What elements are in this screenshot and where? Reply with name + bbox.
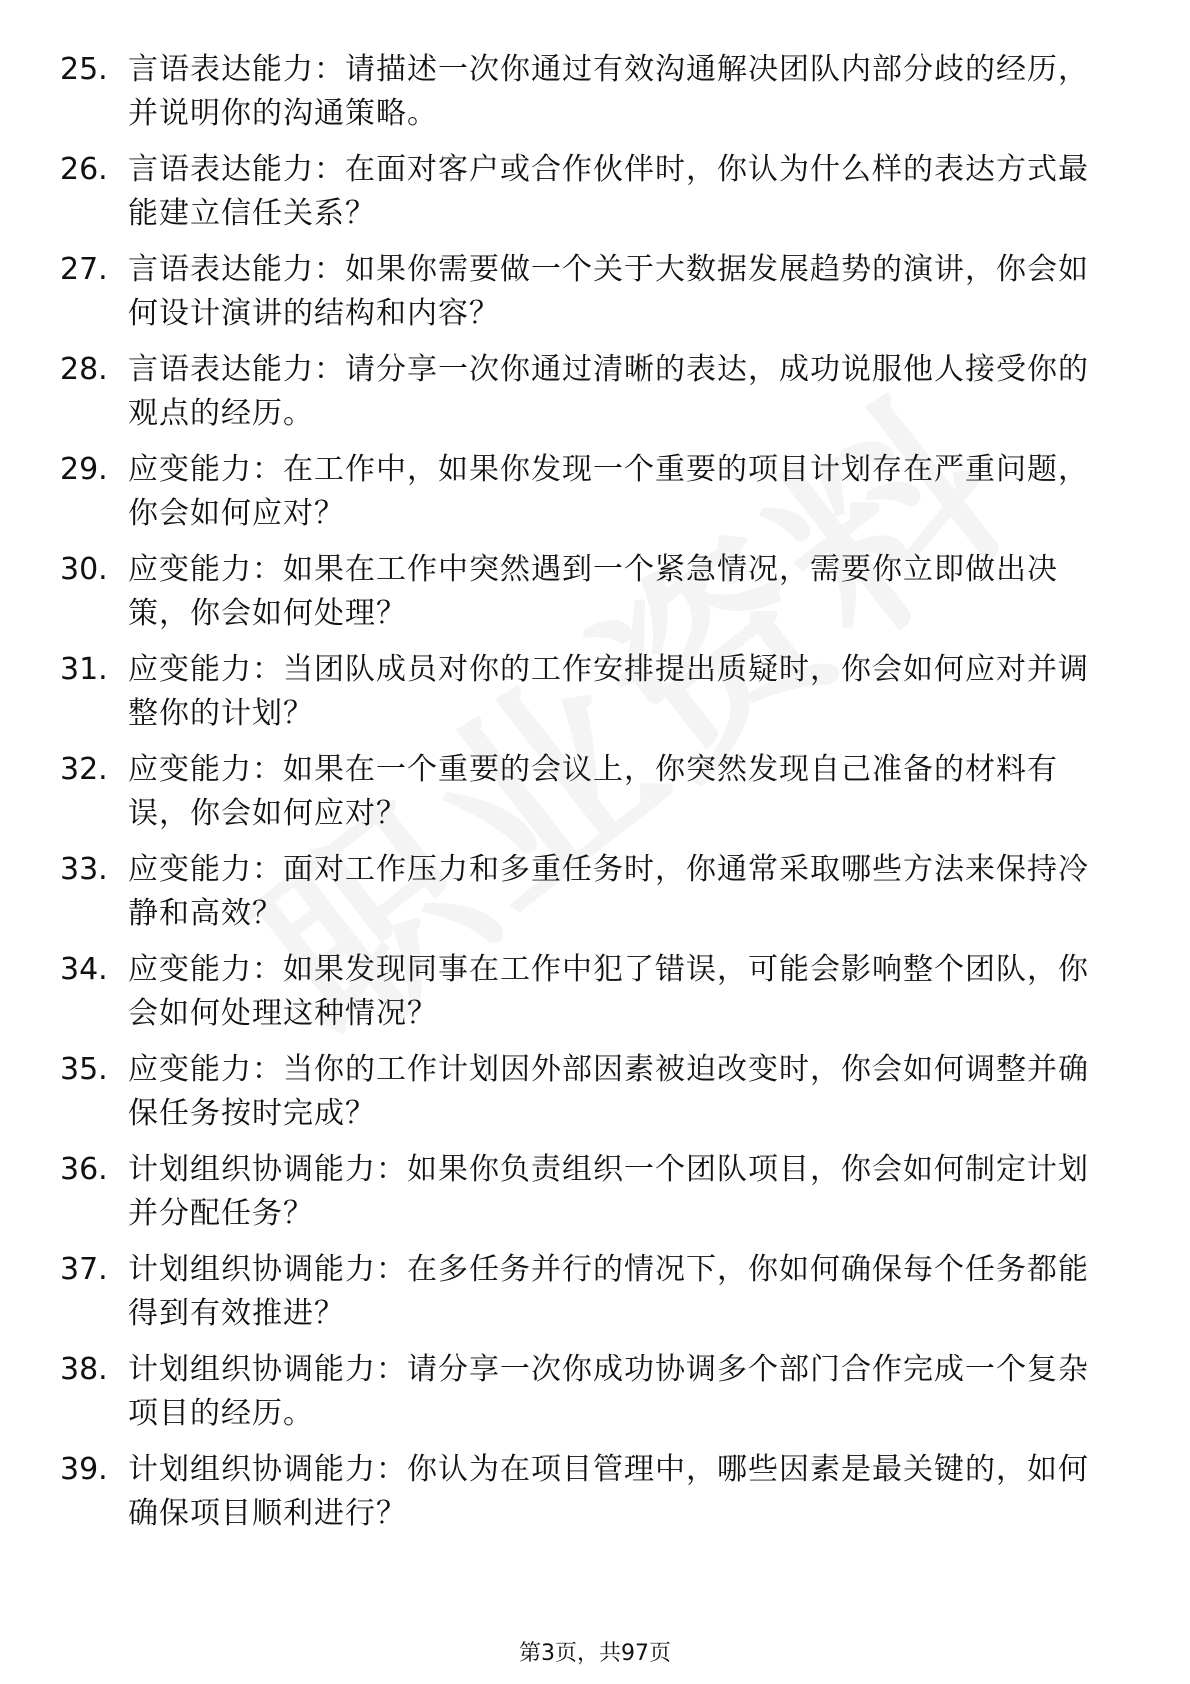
question-number: 31. — [60, 652, 108, 687]
question-item-28 — [60, 348, 1120, 448]
question-text: 应变能力：如果在一个重要的会议上，你突然发现自己准备的材料有误，你会如何应对？ — [128, 752, 1058, 831]
question-text: 应变能力：如果在工作中突然遇到一个紧急情况，需要你立即做出决策，你会如何处理？ — [128, 552, 1058, 631]
question-number: 36. — [60, 1152, 108, 1187]
question-number: 38. — [60, 1352, 108, 1387]
question-number: 37. — [60, 1252, 108, 1287]
question-number: 39. — [60, 1452, 108, 1487]
question-number: 29. — [60, 452, 108, 487]
page-footer — [0, 1636, 1190, 1667]
question-number: 32. — [60, 752, 108, 787]
question-text: 应变能力：当你的工作计划因外部因素被迫改变时，你会如何调整并确保任务按时完成？ — [128, 1052, 1089, 1131]
question-item-31 — [60, 648, 1120, 748]
question-number: 35. — [60, 1052, 108, 1087]
question-text: 言语表达能力：如果你需要做一个关于大数据发展趋势的演讲，你会如何设计演讲的结构和内容？ — [128, 252, 1089, 331]
question-text: 计划组织协调能力：你认为在项目管理中，哪些因素是最关键的，如何确保项目顺利进行？ — [128, 1452, 1089, 1531]
question-number: 28. — [60, 352, 108, 387]
question-item-27 — [60, 248, 1120, 348]
question-item-33 — [60, 848, 1120, 948]
question-item-35 — [60, 1048, 1120, 1148]
question-text: 应变能力：如果发现同事在工作中犯了错误，可能会影响整个团队，你会如何处理这种情况？ — [128, 952, 1089, 1031]
page-number-label: 第3页，共97页 — [519, 1641, 671, 1666]
question-item-37 — [60, 1248, 1120, 1348]
question-number: 30. — [60, 552, 108, 587]
question-number: 27. — [60, 252, 108, 287]
question-text: 计划组织协调能力：如果你负责组织一个团队项目，你会如何制定计划并分配任务？ — [128, 1152, 1089, 1231]
question-item-36 — [60, 1148, 1120, 1248]
question-text: 应变能力：在工作中，如果你发现一个重要的项目计划存在严重问题，你会如何应对？ — [128, 452, 1089, 531]
question-number: 26. — [60, 152, 108, 187]
question-number: 25. — [60, 52, 108, 87]
question-text: 计划组织协调能力：在多任务并行的情况下，你如何确保每个任务都能得到有效推进？ — [128, 1252, 1089, 1331]
question-text: 计划组织协调能力：请分享一次你成功协调多个部门合作完成一个复杂项目的经历。 — [128, 1352, 1089, 1431]
question-number: 34. — [60, 952, 108, 987]
question-item-26 — [60, 148, 1120, 248]
question-item-32 — [60, 748, 1120, 848]
question-item-29 — [60, 448, 1120, 548]
question-text: 言语表达能力：在面对客户或合作伙伴时，你认为什么样的表达方式最能建立信任关系？ — [128, 152, 1089, 231]
question-text: 应变能力：当团队成员对你的工作安排提出质疑时，你会如何应对并调整你的计划？ — [128, 652, 1089, 731]
question-text: 言语表达能力：请分享一次你通过清晰的表达，成功说服他人接受你的观点的经历。 — [128, 352, 1089, 431]
question-item-25 — [60, 48, 1120, 148]
question-number: 33. — [60, 852, 108, 887]
question-item-30 — [60, 548, 1120, 648]
question-item-34 — [60, 948, 1120, 1048]
question-text: 言语表达能力：请描述一次你通过有效沟通解决团队内部分歧的经历，并说明你的沟通策略。 — [128, 52, 1089, 131]
question-item-38 — [60, 1348, 1120, 1448]
question-item-39 — [60, 1448, 1120, 1548]
question-list — [60, 48, 1120, 1548]
question-text: 应变能力：面对工作压力和多重任务时，你通常采取哪些方法来保持冷静和高效？ — [128, 852, 1089, 931]
